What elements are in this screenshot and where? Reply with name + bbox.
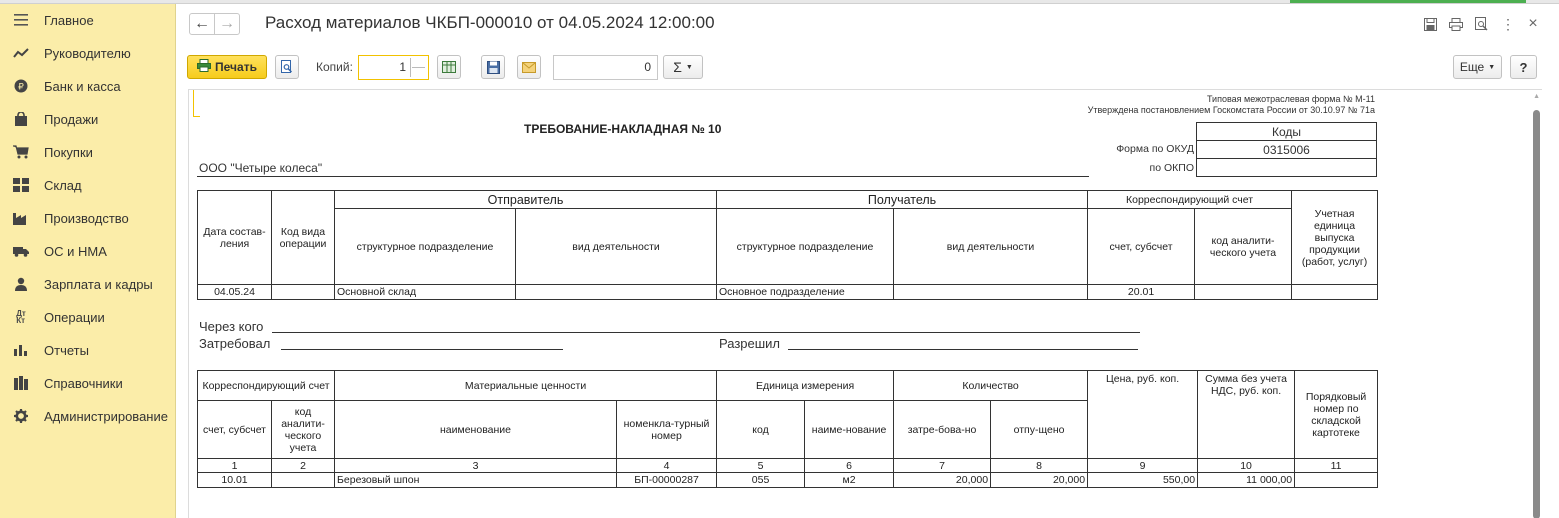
cart-icon xyxy=(13,144,29,160)
col-analytic-code: код аналити-ческого учета xyxy=(272,401,335,459)
col-number: 3 xyxy=(335,459,617,473)
back-button[interactable] xyxy=(189,13,215,35)
person-icon xyxy=(13,276,29,292)
sidebar-item-label: Продажи xyxy=(44,111,99,127)
cell-nomen-number: БП-00000287 xyxy=(617,473,717,488)
sidebar-item-label: Администрирование xyxy=(44,408,168,424)
close-icon[interactable]: × xyxy=(1528,15,1538,32)
preview-button[interactable] xyxy=(275,55,299,79)
copies-value: 1 xyxy=(399,60,406,74)
sidebar-item-label: Руководителю xyxy=(44,45,131,61)
copies-label: Копий: xyxy=(316,60,353,74)
sidebar-item-label: Склад xyxy=(44,177,82,193)
books-icon xyxy=(13,375,29,391)
sidebar-item-label: Производство xyxy=(44,210,129,226)
col-account-sub: счет, субсчет xyxy=(1088,209,1195,285)
print-button[interactable] xyxy=(187,55,267,79)
save-file-button[interactable] xyxy=(481,55,505,79)
bar-chart-icon xyxy=(13,342,29,358)
col-unit-measure: Единица измерения xyxy=(717,371,894,401)
col-code: код xyxy=(717,401,805,459)
cell-card xyxy=(1295,473,1378,488)
chevron-down-icon: ▼ xyxy=(1488,63,1496,71)
sidebar-item-main[interactable] xyxy=(0,5,176,35)
sidebar-item-label: Покупки xyxy=(44,144,93,160)
copies-stepper[interactable] xyxy=(410,58,426,77)
col-number: 4 xyxy=(617,459,717,473)
cell-analytic xyxy=(1195,285,1292,300)
col-number: 11 xyxy=(1295,459,1378,473)
floppy-icon xyxy=(487,61,500,74)
trend-chart-icon xyxy=(13,45,29,61)
menu-lines-icon xyxy=(13,12,29,28)
preview-page-icon xyxy=(281,60,293,74)
col-number: 10 xyxy=(1198,459,1295,473)
more-button[interactable] xyxy=(1453,55,1502,79)
sidebar-item-fixed-assets[interactable] xyxy=(0,236,176,266)
cell-account: 10.01 xyxy=(198,473,272,488)
preview-icon[interactable] xyxy=(1472,15,1490,33)
codes-table xyxy=(1196,122,1377,177)
col-op-code: Код вида операции xyxy=(272,191,335,285)
report-title: ТРЕБОВАНИЕ-НАКЛАДНАЯ № 10 xyxy=(524,122,722,136)
sidebar-item-manager[interactable] xyxy=(0,38,176,68)
scroll-up-icon[interactable]: ▲ xyxy=(1533,93,1540,100)
sidebar-item-label: Справочники xyxy=(44,375,123,391)
sum-dropdown-button[interactable] xyxy=(663,55,703,79)
sidebar-item-salary-hr[interactable] xyxy=(0,269,176,299)
form-note-1: Типовая межотраслевая форма № М-11 xyxy=(1206,94,1375,104)
help-button[interactable]: ? xyxy=(1510,55,1537,79)
col-corr-account: Корреспондирующий счет xyxy=(198,371,335,401)
cell-unit xyxy=(1292,285,1378,300)
printer-color-icon xyxy=(197,59,211,75)
sidebar-item-sales[interactable] xyxy=(0,104,176,134)
sidebar-item-production[interactable] xyxy=(0,203,176,233)
col-number: 6 xyxy=(805,459,894,473)
col-price: Цена, руб. коп. xyxy=(1088,371,1198,459)
sidebar-item-label: Банк и касса xyxy=(44,78,121,94)
sidebar-item-label: Операции xyxy=(44,309,105,325)
cell-analytic xyxy=(272,473,335,488)
col-receiver-div: структурное подразделение xyxy=(717,209,894,285)
cell-requested: 20,000 xyxy=(894,473,991,488)
materials-table xyxy=(197,370,1378,488)
codes-header: Коды xyxy=(1197,123,1377,141)
more-vertical-icon[interactable]: ⋮ xyxy=(1501,15,1515,32)
cell-date: 04.05.24 xyxy=(198,285,272,300)
sidebar-item-label: Главное xyxy=(44,12,94,28)
col-released: отпу-щено xyxy=(991,401,1088,459)
scrollbar-thumb[interactable] xyxy=(1533,110,1540,518)
allowed-line xyxy=(788,349,1138,350)
cell-released: 20,000 xyxy=(991,473,1088,488)
column-numbers-row xyxy=(198,459,1378,473)
okpo-value xyxy=(1197,159,1377,177)
form-note-2: Утверждена постановлением Госкомстата России от 30.10.97 № 71а xyxy=(1087,105,1375,115)
sidebar-item-operations[interactable] xyxy=(0,302,176,332)
col-number: 8 xyxy=(991,459,1088,473)
factory-icon xyxy=(13,210,29,226)
svg-text:₽: ₽ xyxy=(18,82,24,93)
col-number: 1 xyxy=(198,459,272,473)
col-name: наименование xyxy=(335,401,617,459)
col-receiver-activity: вид деятельности xyxy=(894,209,1088,285)
table-row xyxy=(198,285,1378,300)
col-account-sub: счет, субсчет xyxy=(198,401,272,459)
sidebar-item-label: ОС и НМА xyxy=(44,243,107,259)
truck-icon xyxy=(13,243,29,259)
sidebar-item-reports[interactable] xyxy=(0,335,176,365)
sidebar-item-administration[interactable] xyxy=(0,401,176,431)
allowed-label: Разрешил xyxy=(719,336,781,351)
more-button-label: Еще xyxy=(1459,60,1485,74)
operations-icon: Дт Кт xyxy=(16,309,26,325)
warehouse-icon xyxy=(13,177,29,193)
through-line xyxy=(272,332,1140,333)
table-edit-button[interactable] xyxy=(437,55,461,79)
forward-button[interactable] xyxy=(214,13,240,35)
cell-sender-activity xyxy=(516,285,717,300)
document-form xyxy=(177,4,1559,518)
cell-price: 550,00 xyxy=(1088,473,1198,488)
organization-name: ООО "Четыре колеса" xyxy=(199,161,323,175)
arrow-left-icon: ← xyxy=(194,15,210,32)
col-sum: Сумма без учета НДС, руб. коп. xyxy=(1198,371,1295,459)
col-number: 9 xyxy=(1088,459,1198,473)
organization-underline xyxy=(197,176,1089,177)
col-number: 5 xyxy=(717,459,805,473)
envelope-icon xyxy=(522,62,536,73)
sidebar-item-label: Зарплата и кадры xyxy=(44,276,153,292)
cell-code: 055 xyxy=(717,473,805,488)
okud-label: Форма по ОКУД xyxy=(1116,143,1194,155)
col-sender-activity: вид деятельности xyxy=(516,209,717,285)
copies-input[interactable] xyxy=(358,55,429,80)
cell-name: Березовый шпон xyxy=(335,473,617,488)
col-unit: Учетная единица выпуска продукции (работ, услуг) xyxy=(1292,191,1378,285)
sidebar-item-directories[interactable] xyxy=(0,368,176,398)
save-icon[interactable] xyxy=(1421,15,1439,33)
cell-receiver-activity xyxy=(894,285,1088,300)
col-date: Дата состав-ления xyxy=(198,191,272,285)
table-row xyxy=(198,473,1378,488)
cell-receiver-div: Основное подразделение xyxy=(717,285,894,300)
requested-line xyxy=(281,349,563,350)
cell-op-code xyxy=(272,285,335,300)
col-receiver: Получатель xyxy=(717,191,1088,209)
sidebar-item-bank[interactable] xyxy=(0,71,176,101)
cell-unit-name: м2 xyxy=(805,473,894,488)
requested-label: Затребовал xyxy=(199,336,271,351)
sidebar-item-label: Отчеты xyxy=(44,342,89,358)
col-quantity: Количество xyxy=(894,371,1088,401)
vertical-scrollbar[interactable] xyxy=(1530,90,1542,518)
sidebar-item-warehouse[interactable] xyxy=(0,170,176,200)
cell-sum: 11 000,00 xyxy=(1198,473,1295,488)
col-requested: затре-бова-но xyxy=(894,401,991,459)
money-coin-icon xyxy=(13,78,29,94)
gear-icon xyxy=(13,408,29,424)
table-edit-icon xyxy=(442,61,456,73)
sidebar xyxy=(0,4,176,518)
col-card-number: Порядковый номер по складской картотеке xyxy=(1295,371,1378,459)
through-label: Через кого xyxy=(199,319,264,334)
okud-value: 0315006 xyxy=(1197,141,1377,159)
number-field[interactable]: 0 xyxy=(553,55,658,80)
print-button-label: Печать xyxy=(215,60,257,74)
cell-cursor xyxy=(193,90,200,117)
send-email-button[interactable] xyxy=(517,55,541,79)
col-unit-name: наиме-нование xyxy=(805,401,894,459)
col-corr-account: Корреспондирующий счет xyxy=(1088,191,1292,209)
header-table xyxy=(197,190,1378,300)
col-number: 2 xyxy=(272,459,335,473)
cell-sender-div: Основной склад xyxy=(335,285,516,300)
chevron-down-icon: ▼ xyxy=(685,63,693,71)
shopping-bag-icon xyxy=(13,111,29,127)
sidebar-item-purchases[interactable] xyxy=(0,137,176,167)
col-sender: Отправитель xyxy=(335,191,717,209)
cell-account: 20.01 xyxy=(1088,285,1195,300)
col-nomen-number: номенкла-турный номер xyxy=(617,401,717,459)
arrow-right-icon: → xyxy=(219,15,235,32)
col-analytic-code: код аналити-ческого учета xyxy=(1195,209,1292,285)
report-spreadsheet[interactable] xyxy=(188,89,1542,518)
print-icon[interactable] xyxy=(1447,15,1465,33)
sum-icon: Σ xyxy=(673,59,682,75)
col-sender-div: структурное подразделение xyxy=(335,209,516,285)
page-title: Расход материалов ЧКБП-000010 от 04.05.2024 12:00:00 xyxy=(265,13,715,32)
col-materials: Материальные ценности xyxy=(335,371,717,401)
col-number: 7 xyxy=(894,459,991,473)
okpo-label: по ОКПО xyxy=(1149,162,1194,174)
